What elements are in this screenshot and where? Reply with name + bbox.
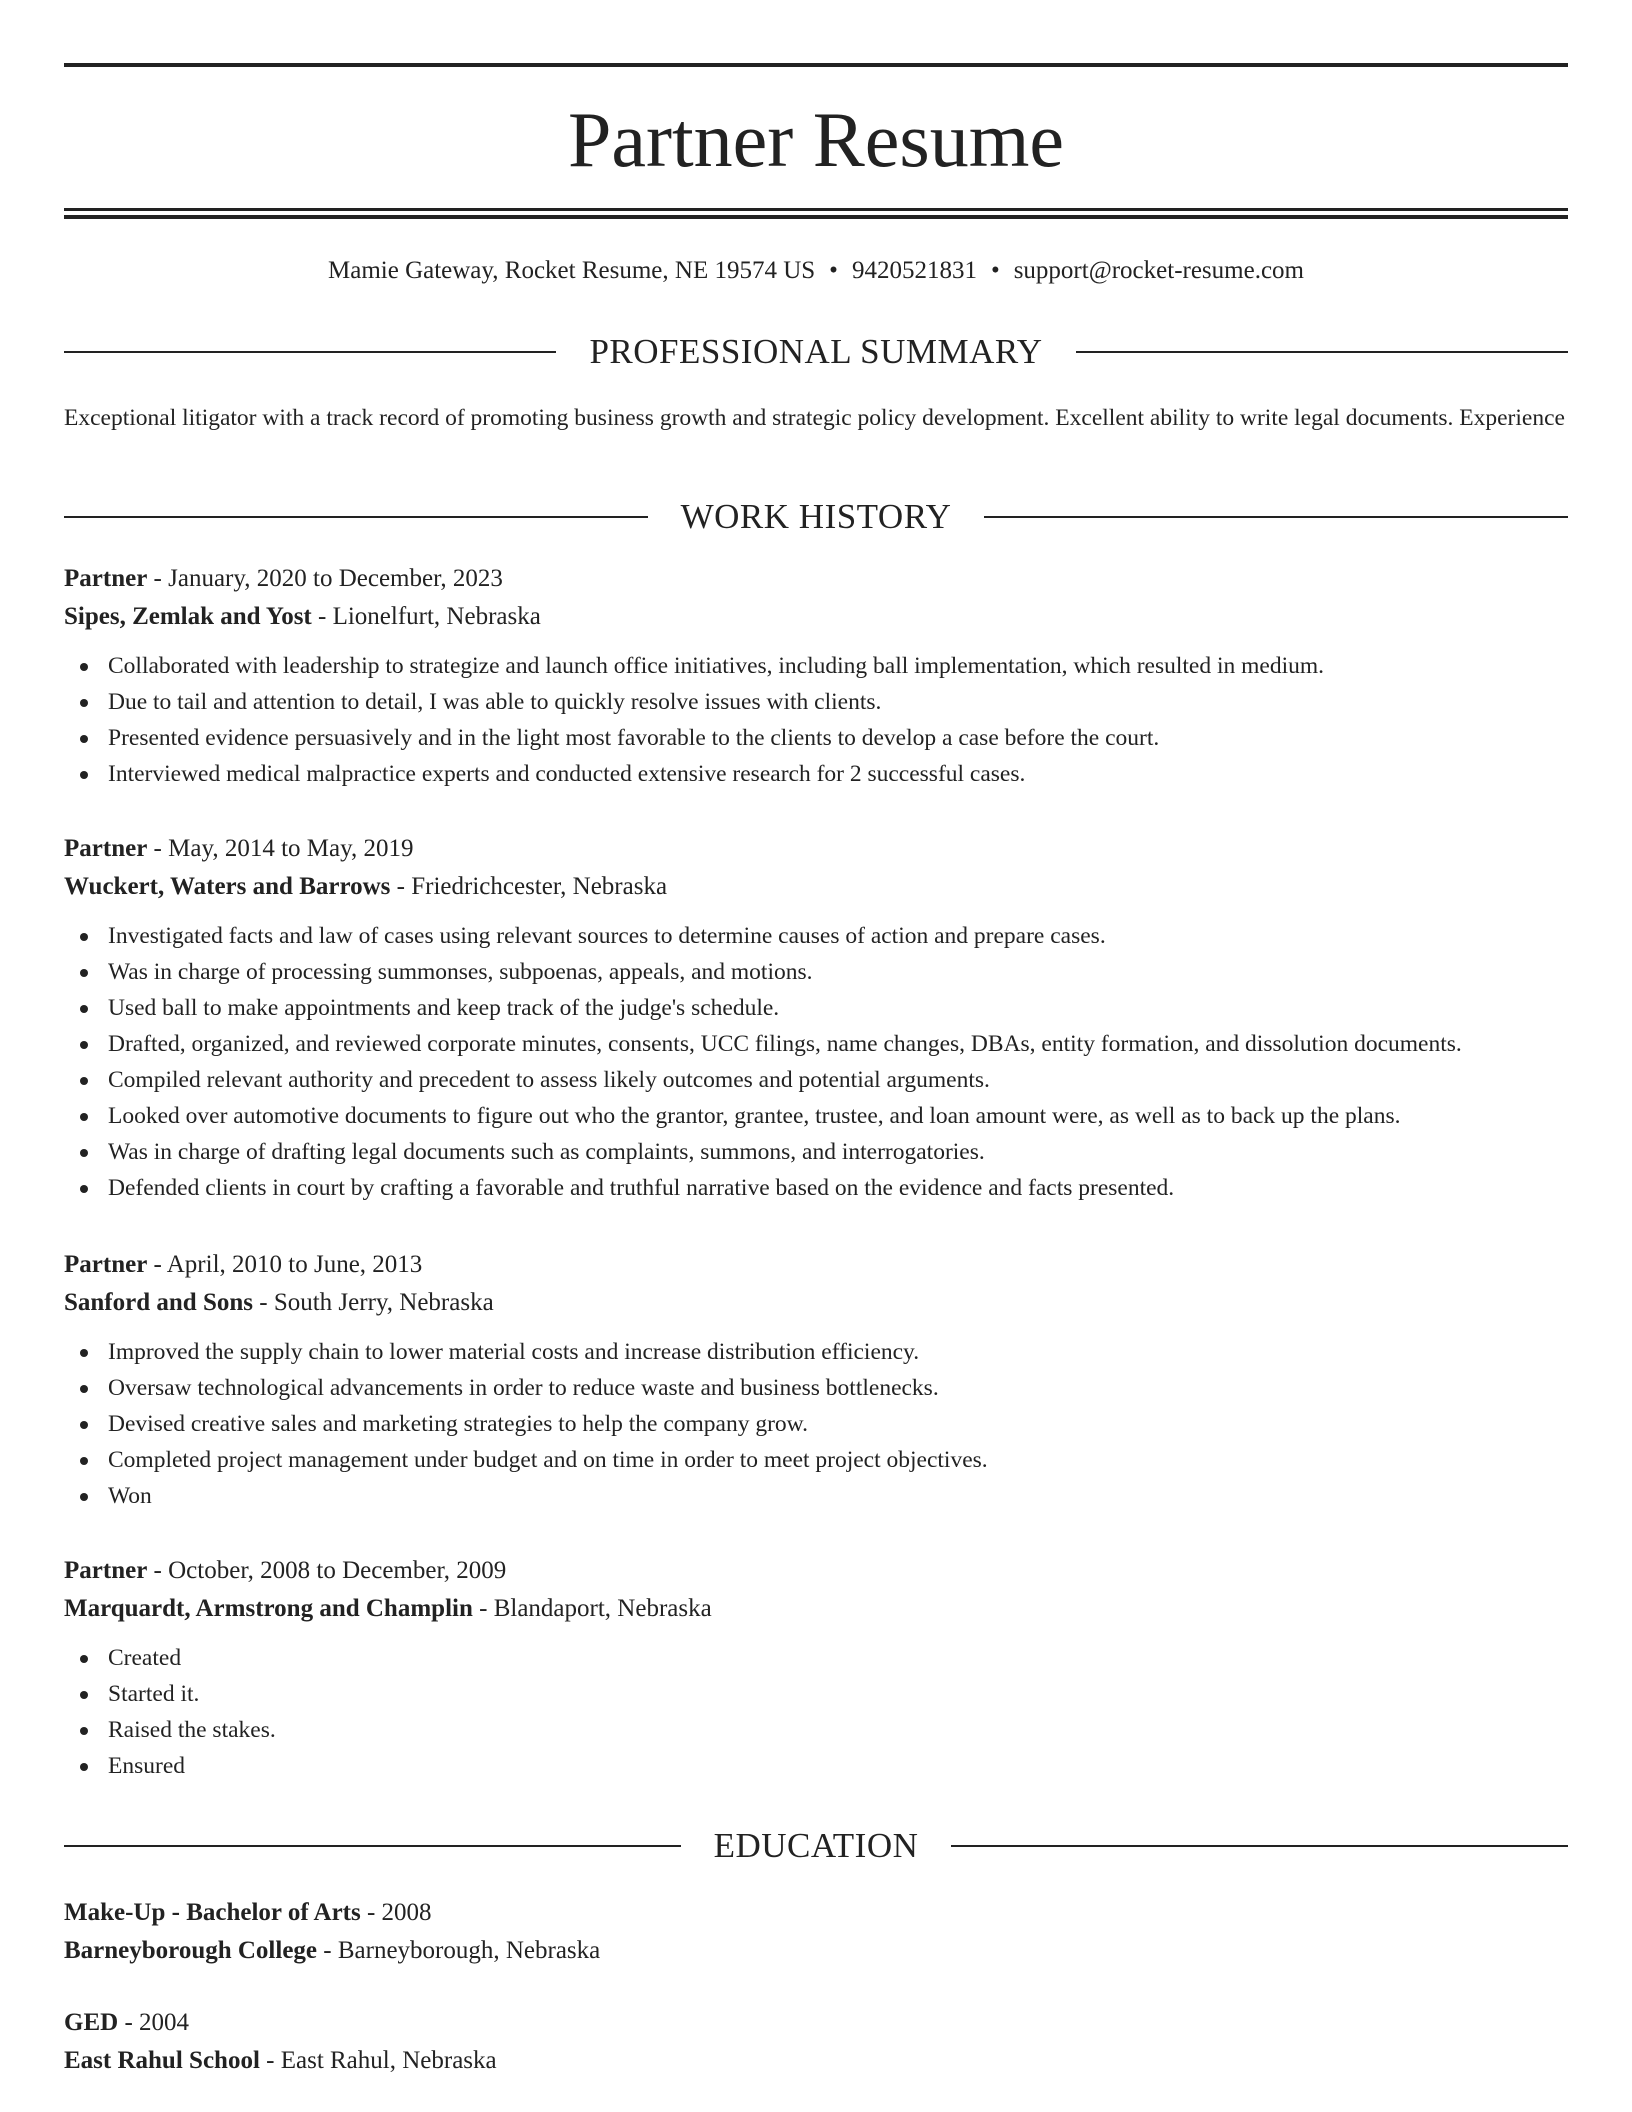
job-title: Partner (64, 835, 148, 862)
degree-line: GED - 2004 (64, 2009, 190, 2036)
duty-item: Was in charge of processing summonses, subpoenas, appeals, and motions. (64, 954, 1568, 990)
contact-address: Mamie Gateway, Rocket Resume, NE 19574 US (328, 257, 816, 284)
section-heading-education (64, 1826, 1568, 1866)
heading-rule-left (64, 1845, 681, 1847)
job-location: Friedrichcester, Nebraska (411, 873, 668, 900)
contact-separator: • (829, 257, 838, 284)
job-entry (64, 1552, 1568, 1784)
duty-item: Was in charge of drafting legal documents such as complaints, summons, and interrogatories. (64, 1134, 1568, 1170)
duty-item: Drafted, organized, and reviewed corporate minutes, consents, UCC filings, name changes, DBAs, entity formation, and dissolution documents. (64, 1026, 1568, 1062)
duty-list (64, 918, 1568, 1206)
contact-line (64, 256, 1568, 286)
school-location: Barneyborough, Nebraska (337, 1937, 601, 1964)
school-line: Barneyborough College - Barneyborough, Nebraska (64, 1937, 601, 1964)
duty-item: Ensured (64, 1748, 1568, 1784)
job-entry (64, 560, 1568, 792)
contact-phone: 9420521831 (851, 257, 977, 284)
duty-item: Raised the stakes. (64, 1712, 1568, 1748)
duty-item: Due to tail and attention to detail, I was able to quickly resolve issues with clients. (64, 684, 1568, 720)
school: East Rahul School (64, 2047, 260, 2074)
duty-item: Improved the supply chain to lower material costs and increase distribution efficiency. (64, 1334, 1568, 1370)
degree-line: Make-Up - Bachelor of Arts - 2008 (64, 1899, 432, 1926)
job-dates: May, 2014 to May, 2019 (168, 835, 414, 862)
graduation-year: 2008 (381, 1899, 432, 1926)
job-title-line: Partner - April, 2010 to June, 2013 (64, 1251, 423, 1278)
duty-item: Oversaw technological advancements in order to reduce waste and business bottlenecks. (64, 1370, 1568, 1406)
section-heading-summary (64, 332, 1568, 372)
contact-email: support@rocket-resume.com (1013, 257, 1304, 284)
section-title: PROFESSIONAL SUMMARY (589, 332, 1043, 371)
summary-text: Exceptional litigator with a track record of promoting business growth and strategic policy development. Excellent ability to write legal documents. Experience (64, 405, 1565, 431)
job-location: Blandaport, Nebraska (493, 1595, 712, 1622)
duty-item: Created (64, 1640, 1568, 1676)
duty-item: Started it. (64, 1676, 1568, 1712)
degree: GED (64, 2009, 119, 2036)
job-title-line: Partner - May, 2014 to May, 2019 (64, 835, 414, 862)
job-title-line: Partner - October, 2008 to December, 2009 (64, 1557, 507, 1584)
school-line: East Rahul School - East Rahul, Nebraska (64, 2047, 497, 2074)
job-dates: October, 2008 to December, 2009 (168, 1557, 507, 1584)
school: Barneyborough College (64, 1937, 318, 1964)
heading-rule-right (951, 1845, 1568, 1847)
duty-item: Investigated facts and law of cases using relevant sources to determine causes of action and prepare cases. (64, 918, 1568, 954)
job-entry (64, 1246, 1568, 1514)
section-title: WORK HISTORY (680, 497, 952, 536)
education-entry (64, 2004, 1568, 2080)
job-company-line: Sipes, Zemlak and Yost - Lionelfurt, Nebraska (64, 603, 541, 630)
job-dates: April, 2010 to June, 2013 (166, 1251, 423, 1278)
contact-separator: • (990, 257, 1000, 284)
job-title-line: Partner - January, 2020 to December, 2023 (64, 565, 503, 592)
job-company-line: Wuckert, Waters and Barrows - Friedrichcester, Nebraska (64, 873, 668, 900)
title-rule-upper (64, 208, 1568, 211)
job-company-line: Marquardt, Armstrong and Champlin - Blandaport, Nebraska (64, 1595, 712, 1622)
job-company: Wuckert, Waters and Barrows (64, 873, 391, 900)
title-rule-lower (64, 215, 1568, 219)
job-title: Partner (64, 565, 148, 592)
job-company-line: Sanford and Sons - South Jerry, Nebraska (64, 1289, 494, 1316)
duty-item: Presented evidence persuasively and in the light most favorable to the clients to develop a case before the court. (64, 720, 1568, 756)
duty-item: Completed project management under budget and on time in order to meet project objectives. (64, 1442, 1568, 1478)
job-title: Partner (64, 1557, 148, 1584)
duty-item: Won (64, 1478, 1568, 1514)
duty-item: Collaborated with leadership to strategize and launch office initiatives, including ball implementation, which resulted in medium. (64, 648, 1568, 684)
duty-item: Defended clients in court by crafting a favorable and truthful narrative based on the evidence and facts presented. (64, 1170, 1568, 1206)
heading-rule-right (1076, 351, 1568, 353)
duty-item: Devised creative sales and marketing strategies to help the company grow. (64, 1406, 1568, 1442)
section-heading-work-history (64, 497, 1568, 537)
graduation-year: 2004 (139, 2009, 190, 2036)
duty-item: Used ball to make appointments and keep track of the judge's schedule. (64, 990, 1568, 1026)
job-title: Partner (64, 1251, 148, 1278)
degree: Make-Up - Bachelor of Arts (64, 1899, 361, 1926)
top-rule (64, 63, 1568, 67)
education-entry (64, 1894, 1568, 1970)
duty-item: Looked over automotive documents to figure out who the grantor, grantee, trustee, and loan amount were, as well as to back up the plans. (64, 1098, 1568, 1134)
duty-list (64, 1334, 1568, 1514)
job-entry (64, 830, 1568, 1206)
section-title: EDUCATION (713, 1826, 919, 1865)
job-company: Sanford and Sons (64, 1289, 253, 1316)
job-location: Lionelfurt, Nebraska (332, 603, 541, 630)
job-dates: January, 2020 to December, 2023 (168, 565, 503, 592)
school-location: East Rahul, Nebraska (280, 2047, 497, 2074)
job-company: Sipes, Zemlak and Yost (64, 603, 312, 630)
duty-list (64, 648, 1568, 792)
duty-item: Interviewed medical malpractice experts and conducted extensive research for 2 successful cases. (64, 756, 1568, 792)
duty-list (64, 1640, 1568, 1784)
job-location: South Jerry, Nebraska (273, 1289, 494, 1316)
heading-rule-left (64, 351, 556, 353)
resume-title: Partner Resume (567, 96, 1065, 183)
job-company: Marquardt, Armstrong and Champlin (64, 1595, 473, 1622)
heading-rule-right (984, 516, 1568, 518)
duty-item: Compiled relevant authority and precedent to assess likely outcomes and potential arguments. (64, 1062, 1568, 1098)
heading-rule-left (64, 516, 648, 518)
